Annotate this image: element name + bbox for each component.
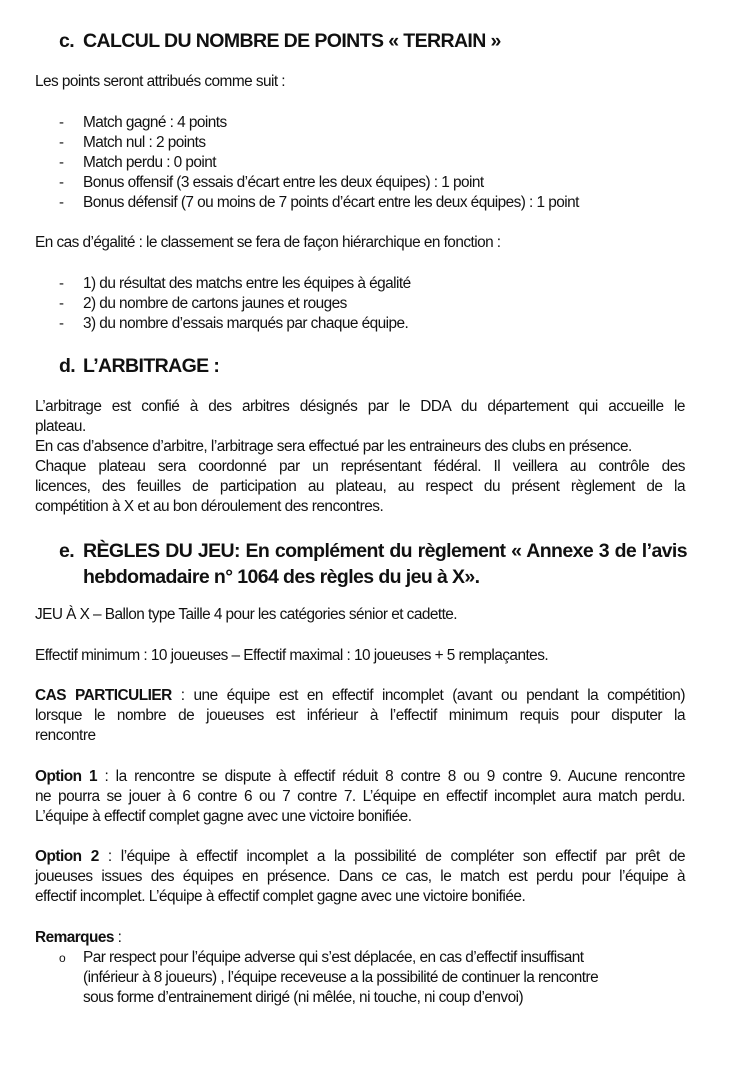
section-c-letter: c. bbox=[59, 30, 75, 52]
bullet-dash: - bbox=[59, 315, 64, 332]
bullet-dash: - bbox=[59, 154, 64, 171]
section-d-letter: d. bbox=[59, 355, 76, 377]
list-item: Match gagné : 4 points bbox=[83, 114, 227, 131]
bullet-dash: - bbox=[59, 275, 64, 292]
section-e-title-line1: RÈGLES DU JEU: En complément du règlement « Annexe 3 de l’avis bbox=[83, 540, 687, 562]
paragraph-line: compétition à X et au bon déroulement des rencontres. bbox=[35, 498, 384, 515]
paragraph-line: rencontre bbox=[35, 727, 96, 744]
option2-paragraph bbox=[35, 847, 685, 907]
bullet-dash: - bbox=[59, 114, 64, 131]
option1-paragraph bbox=[35, 767, 685, 827]
paragraph-line: joueuses issues des équipes en présence. Dans ce cas, le match est perdu pour l’équipe à bbox=[35, 868, 685, 885]
paragraph-line: lorsque le nombre de joueuses est inférieur à l’effectif minimum requis pour disputer la bbox=[35, 707, 685, 724]
points-intro: Les points seront attribués comme suit : bbox=[35, 73, 286, 90]
list-item: Match perdu : 0 point bbox=[83, 154, 217, 171]
arbitrage-paragraph bbox=[35, 397, 685, 517]
list-item: Bonus défensif (7 ou moins de 7 points d’écart entre les deux équipes) : 1 point bbox=[83, 194, 579, 211]
remarques-heading: Remarques : bbox=[35, 929, 122, 946]
paragraph-line: ne pourra se jouer à 6 contre 6 ou 7 contre 7. L’équipe en effectif incomplet aura match perdu. bbox=[35, 788, 685, 805]
list-item: 3) du nombre d’essais marqués par chaque équipe. bbox=[83, 315, 409, 332]
list-item: Bonus offensif (3 essais d’écart entre les deux équipes) : 1 point bbox=[83, 174, 484, 191]
section-e-letter: e. bbox=[59, 540, 75, 562]
paragraph-line: Option 1 : la rencontre se dispute à effectif réduit 8 contre 8 ou 9 contre 9. Aucune rencontre bbox=[35, 768, 685, 785]
paragraph-line: plateau. bbox=[35, 418, 86, 435]
remarques-label: Remarques bbox=[35, 929, 114, 946]
section-c-title: CALCUL DU NOMBRE DE POINTS « TERRAIN » bbox=[83, 30, 501, 52]
paragraph-line: L’arbitrage est confié à des arbitres désignés par le DDA du département qui accueille le bbox=[35, 398, 685, 415]
paragraph-line: L’équipe à effectif complet gagne avec une victoire bonifiée. bbox=[35, 808, 412, 825]
option1-label: Option 1 bbox=[35, 768, 98, 785]
cas-particulier-label: CAS PARTICULIER bbox=[35, 687, 172, 704]
option2-label: Option 2 bbox=[35, 848, 99, 865]
list-item: 2) du nombre de cartons jaunes et rouges bbox=[83, 295, 347, 312]
paragraph-line: En cas d’absence d’arbitre, l’arbitrage sera effectué par les entraineurs des clubs en présence. bbox=[35, 438, 632, 455]
list-item: 1) du résultat des matchs entre les équipes à égalité bbox=[83, 275, 411, 292]
ballon-rule: JEU À X – Ballon type Taille 4 pour les catégories sénior et cadette. bbox=[35, 606, 458, 623]
remarque-line: sous forme d’entrainement dirigé (ni mêlée, ni touche, ni coup d’envoi) bbox=[83, 989, 524, 1006]
section-e-heading bbox=[59, 538, 687, 590]
tie-intro: En cas d’égalité : le classement se fera de façon hiérarchique en fonction : bbox=[35, 234, 501, 251]
bullet-dash: - bbox=[59, 174, 64, 191]
section-e-title-line2: hebdomadaire n° 1064 des règles du jeu à X». bbox=[83, 566, 480, 588]
list-item: Match nul : 2 points bbox=[83, 134, 206, 151]
bullet-dash: - bbox=[59, 295, 64, 312]
section-d-title: L’ARBITRAGE : bbox=[83, 355, 220, 377]
bullet-dash: - bbox=[59, 134, 64, 151]
section-d-heading bbox=[59, 353, 219, 379]
circle-bullet-icon: o bbox=[59, 951, 66, 965]
paragraph-line: Option 2 : l’équipe à effectif incomplet a la possibilité de compléter son effectif par prêt de bbox=[35, 848, 685, 865]
paragraph-line: CAS PARTICULIER : une équipe est en effectif incomplet (avant ou pendant la compétition) bbox=[35, 687, 685, 704]
remarque-line: Par respect pour l’équipe adverse qui s’est déplacée, en cas d’effectif insuffisant bbox=[83, 949, 584, 966]
remarque-line: (inférieur à 8 joueurs) , l’équipe receveuse a la possibilité de continuer la rencontre bbox=[83, 969, 599, 986]
paragraph-line: effectif incomplet. L’équipe à effectif complet gagne avec une victoire bonifiée. bbox=[35, 888, 526, 905]
effectif-rule: Effectif minimum : 10 joueuses – Effectif maximal : 10 joueuses + 5 remplaçantes. bbox=[35, 647, 549, 664]
bullet-dash: - bbox=[59, 194, 64, 211]
section-c-heading bbox=[59, 28, 501, 54]
cas-particulier-paragraph bbox=[35, 686, 685, 746]
paragraph-line: licences, des feuilles de participation au plateau, au respect du présent règlement de la bbox=[35, 478, 685, 495]
paragraph-line: Chaque plateau sera coordonné par un représentant fédéral. Il veillera au contrôle des bbox=[35, 458, 685, 475]
